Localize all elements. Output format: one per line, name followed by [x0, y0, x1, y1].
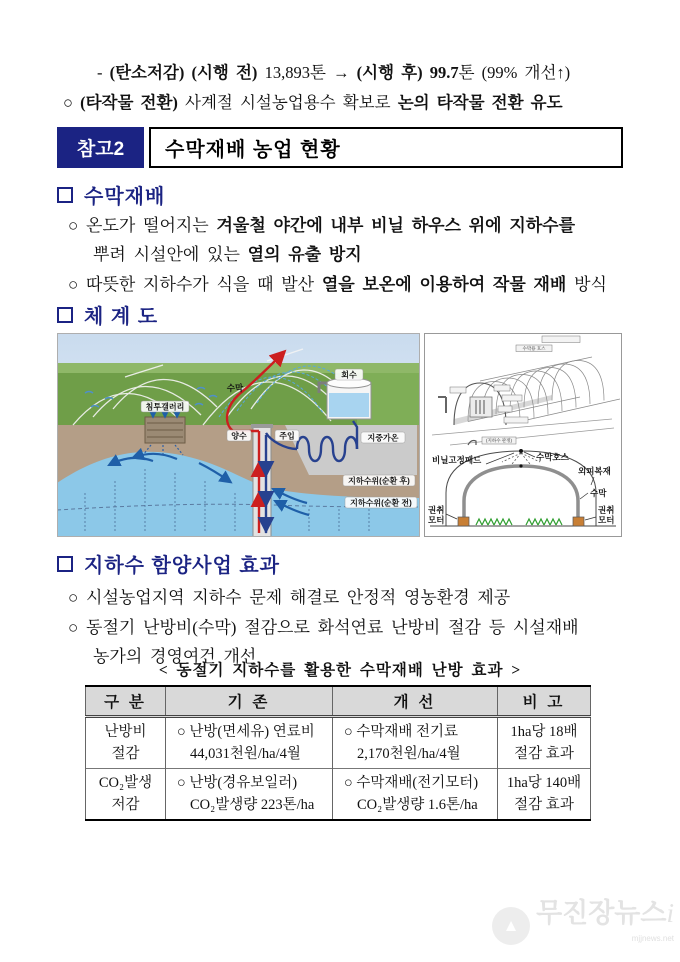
bullet-item	[68, 583, 624, 612]
section-heading-text: 수막재배	[84, 186, 166, 208]
note-text: ○	[63, 93, 81, 112]
label-motor-left-1: 권취	[428, 505, 445, 515]
reference-title: 수막재배 농업 현황	[149, 127, 623, 168]
label-infiltration-gallery: 침투갤러리	[145, 402, 185, 412]
col-header-after: 개 선	[333, 686, 498, 717]
cell-before	[166, 769, 333, 821]
cell-after	[333, 717, 498, 769]
table-head	[86, 686, 591, 717]
table-body	[86, 717, 591, 821]
label-motor-left-2: 모터	[428, 515, 445, 525]
tiny-label-well: (지하수 관정)	[486, 438, 512, 444]
watermark-site: mjjnews.net	[631, 934, 674, 943]
bullet-text: ○ 따뜻한 지하수가 식을 때 발산	[68, 275, 322, 294]
bullet-text-bold: 열의 유출 방지	[247, 245, 362, 264]
diagram-row	[57, 333, 622, 537]
table-title: < 동절기 지하수를 활용한 수막재배 난방 효과 >	[158, 662, 522, 679]
label-motor-right-2: 모터	[598, 515, 615, 525]
well-casing	[253, 427, 271, 537]
note-text-bold: (타작물 전환)	[80, 93, 178, 112]
equipment-unit	[470, 397, 492, 417]
tank-water	[329, 393, 369, 417]
recharge-system-diagram	[57, 333, 420, 537]
cell-category	[86, 769, 166, 821]
cell-line: 저감	[111, 797, 140, 813]
cell-line: 1ha당 140배	[506, 775, 582, 791]
section-heading-diagram	[57, 300, 158, 329]
label-level-after: 지하수위(순환 후)	[348, 476, 410, 486]
watermark-name: 무진장뉴스	[536, 898, 667, 928]
cell-line: 절감	[111, 746, 140, 762]
cell-line: CO₂발생	[98, 775, 153, 791]
cell-line: 난방비	[104, 724, 147, 740]
col-header-note: 비 고	[498, 686, 591, 717]
table-row	[86, 769, 591, 821]
watermark-text	[536, 900, 674, 952]
carbon-reduction-line	[57, 58, 623, 88]
top-notes	[57, 58, 623, 118]
reference-badge: 참고2	[57, 127, 144, 168]
bullet-text: 뿌려 시설안에 있는	[93, 245, 248, 264]
bullet-text-bold: 열을 보온에 이용하여 작물 재배	[321, 275, 567, 294]
cell-line: ○ 수막재배 전기료	[344, 724, 459, 740]
bullet-text: ○ 동절기 난방비(수막) 절감으로 화석연료 난방비 절감 등 시설재배	[68, 618, 579, 637]
panel-bg	[424, 333, 622, 537]
well-cap	[251, 424, 273, 428]
label-level-before: 지하수위(순환 전)	[350, 498, 412, 508]
greenhouse-structure-diagram	[424, 333, 622, 537]
cell-note	[498, 717, 591, 769]
winding-motor-left	[458, 517, 469, 526]
cell-category	[86, 717, 166, 769]
label-injection: 주입	[279, 431, 295, 441]
label-water-curtain: 수막	[226, 383, 244, 393]
cell-after	[333, 769, 498, 821]
heating-effect-table	[85, 685, 591, 821]
curtain-hose-dot	[519, 449, 523, 453]
mountain-icon: ▲	[492, 907, 530, 945]
note-text: 13,893톤 →	[257, 63, 357, 82]
cell-note	[498, 769, 591, 821]
note-text: -	[97, 63, 110, 82]
table-header-row	[86, 686, 591, 717]
cell-line: 1ha당 18배	[510, 724, 578, 740]
tiny-label-box	[450, 387, 466, 393]
label-curtain-hose: 수막호스	[536, 452, 569, 462]
note-text-bold: (탄소저감) (시행 전)	[109, 63, 258, 82]
section-square-icon	[57, 187, 73, 203]
label-vinyl-pad: 비닐고정패드	[432, 455, 482, 465]
section-heading-effect	[57, 549, 280, 578]
inner-hose-dot	[519, 464, 522, 467]
cell-line: ○ 난방(경유보일러)	[177, 775, 298, 791]
cell-line: 절감 효과	[514, 797, 574, 813]
note-text-bold: 논의 타작물 전환 유도	[397, 93, 563, 112]
cell-line: 절감 효과	[514, 746, 574, 762]
cell-line: 44,031천원/ha/4월	[190, 746, 301, 762]
tiny-label-hose: 수막용 호스	[522, 346, 546, 352]
cell-line: ○ 난방(면세유) 연료비	[177, 724, 315, 740]
tiny-label-box	[494, 385, 510, 391]
bullet-text: 농가의 경영여건 개선	[93, 647, 257, 666]
label-recovery: 회수	[341, 370, 357, 380]
section-square-icon	[57, 307, 73, 323]
watermark	[492, 900, 674, 952]
label-pumping: 양수	[231, 431, 247, 441]
cell-before	[166, 717, 333, 769]
cell-line: 2,170천원/ha/4월	[357, 746, 461, 762]
winding-motor-right	[573, 517, 584, 526]
crop-conversion-line	[57, 88, 623, 118]
cell-line: CO₂발생량 223톤/ha	[190, 797, 315, 813]
note-text: 톤 (99% 개선↑)	[458, 63, 571, 82]
cell-line: ○ 수막재배(전기모터)	[344, 775, 479, 791]
label-motor-right-1: 권취	[598, 505, 615, 515]
note-text-bold: 99.7	[429, 63, 459, 82]
bullet-text: ○ 온도가 떨어지는	[68, 216, 217, 235]
section-heading-text: 지하수 함양사업 효과	[84, 555, 280, 577]
tiny-label-box	[498, 406, 512, 412]
note-text-bold: (시행 후)	[356, 63, 430, 82]
tiny-label-box	[504, 417, 528, 423]
bullet-text: 방식	[566, 275, 607, 294]
watermark-i: i	[666, 898, 674, 928]
cell-line: CO₂발생량 1.6톤/ha	[357, 797, 478, 813]
note-text: 사계절 시설농업용수 확보로	[177, 93, 398, 112]
label-ground-heating: 지중가온	[367, 433, 399, 443]
label-curtain: 수막	[590, 488, 607, 498]
section-square-icon	[57, 556, 73, 572]
bullet-text: ○ 시설농업지역 지하수 문제 해결로 안정적 영농환경 제공	[68, 588, 511, 607]
section-heading-sumak	[57, 180, 165, 209]
tiny-label-box	[542, 336, 580, 343]
col-header-category: 구 분	[86, 686, 166, 717]
bullet-item	[68, 270, 624, 299]
sumak-bullets	[68, 211, 624, 300]
label-outer-cover: 외피복재	[578, 466, 611, 476]
col-header-before: 기 존	[166, 686, 333, 717]
reference-header	[57, 127, 623, 168]
bullet-text-bold: 겨울철 야간에 내부 비닐 하우스 위에 지하수를	[216, 216, 576, 235]
section-heading-text: 체 계 도	[84, 306, 159, 328]
table-row	[86, 717, 591, 769]
tiny-label-box	[502, 395, 522, 401]
bullet-item	[68, 211, 624, 269]
